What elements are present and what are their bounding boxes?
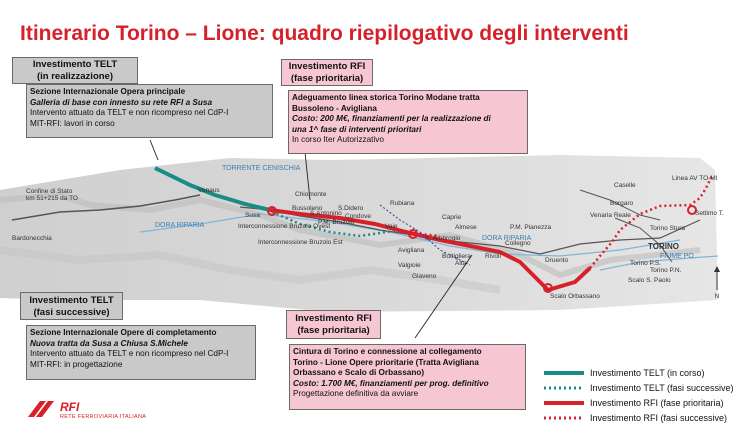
telt-top-head1: Investimento TELT xyxy=(32,59,118,70)
telt-top-line2: Galleria di base con innesto su rete RFI a Susa xyxy=(30,97,213,107)
telt-bottom-head2: (fasi successive) xyxy=(33,306,110,318)
chiomonte-label: Chiomonte xyxy=(295,191,327,198)
rfi-logo-icon xyxy=(26,397,56,419)
s-ambrogio-label: S. Ambrogio xyxy=(425,235,461,242)
rfi-bottom-line4: Costo: 1.700 M€, finanziamenti per prog. definitivo xyxy=(293,378,489,388)
legend-item xyxy=(544,380,734,395)
legend-item xyxy=(544,395,734,410)
telt-realizzazione-detail-box xyxy=(26,84,273,138)
legend-swatch-telt-solid xyxy=(544,370,584,376)
telt-realizzazione-header-box xyxy=(12,57,138,84)
druento-label: Druento xyxy=(545,257,569,264)
confine-km-label: km 51+215 da TO xyxy=(26,195,78,202)
rfi-bottom-line3: Orbassano e Scalo di Orbassano) xyxy=(293,368,425,377)
terrain-area xyxy=(0,155,718,312)
telt-bottom-head1: Investimento TELT xyxy=(29,295,114,306)
page-title: Itinerario Torino – Lione: quadro riepilogativo degli interventi xyxy=(20,22,629,45)
telt-top-line1: Sezione Internazionale Opera principale xyxy=(30,87,186,96)
fiume-po-label: FIUME PO xyxy=(660,253,694,260)
bruzolo-label: P.M. Bruzolo xyxy=(318,219,355,226)
caselle-label: Caselle xyxy=(614,182,636,189)
collegno-label: Collegno xyxy=(505,240,531,247)
legend-label: Investimento TELT (in corso) xyxy=(590,367,705,378)
borgaro-label: Borgaro xyxy=(610,200,634,207)
alta-label: Alta xyxy=(455,260,467,267)
torino-label: TORINO xyxy=(648,242,679,251)
legend-swatch-telt-dotted xyxy=(544,385,584,391)
rfi-top-line4: una 1^ fase di interventi prioritari xyxy=(292,124,422,134)
telt-bottom-line4: MIT-RFI: in progettazione xyxy=(30,359,123,369)
stura-label: Torino Stura xyxy=(650,225,686,232)
rfi-logo-text: RFI xyxy=(60,400,80,414)
s-antonino-label: S.Antonino xyxy=(310,210,342,217)
rivoli-label: Rivoli xyxy=(485,253,501,260)
confine-label: Confine di Stato xyxy=(26,188,73,195)
cenischia-label: TORRENTE CENISCHIA xyxy=(222,165,301,172)
scalo-paolo-label: Scalo S. Paolo xyxy=(628,277,671,284)
vaie-label: Vaie xyxy=(385,223,398,230)
rfi-bottom-header-box xyxy=(286,310,381,339)
bardonecchia-label: Bardonecchia xyxy=(12,235,52,242)
pianezza-label: P.M. Pianezza xyxy=(510,224,552,231)
settimo-label: Settimo T. xyxy=(695,210,724,217)
rfi-top-line1: Adeguamento linea storica Torino Modane tratta xyxy=(292,93,480,102)
rfi-bottom-line2: Torino - Lione Opere prioritarie (Tratta Avigliana xyxy=(293,357,479,367)
rfi-top-line2: Bussoleno - Avigliana xyxy=(292,103,377,113)
valgioie-label: Valgioie xyxy=(398,262,421,269)
rfi-bottom-head2: (fase prioritaria) xyxy=(297,324,370,336)
dora-riparia2-label: DORA RIPARIA xyxy=(482,235,532,242)
rfi-top-detail-box xyxy=(288,90,528,154)
rfi-bottom-line1: Cintura di Torino e connessione al collegamento xyxy=(293,347,482,356)
interconn1-label: Interconnessione Bruzolo Ovest xyxy=(238,223,331,230)
map-legend xyxy=(544,365,734,425)
rfi-bottom-head1: Investimento RFI xyxy=(295,313,372,324)
buttigliera-label: Buttigliera xyxy=(442,253,471,260)
caprie-label: Caprie xyxy=(442,214,462,221)
susa-label: Susa xyxy=(245,212,260,219)
telt-top-line4: MIT-RFI: lavori in corso xyxy=(30,118,115,128)
legend-label: Investimento TELT (fasi successive) xyxy=(590,382,734,393)
north-label: N xyxy=(714,293,720,300)
rfi-top-line3: Costo: 200 M€, finanziamenti per la realizzazione di xyxy=(292,114,491,123)
avigliana-label: Avigliana xyxy=(398,247,425,254)
venaus-label: Venaus xyxy=(198,187,220,194)
legend-label: Investimento RFI (fasi successive) xyxy=(590,412,728,423)
telt-fasi-successive-detail-box xyxy=(26,325,256,380)
legend-item xyxy=(544,410,734,425)
bussoleno-label: Bussoleno xyxy=(292,205,323,212)
legend-label: Investimento RFI (fase prioritaria) xyxy=(590,397,724,408)
rfi-bottom-line5: Progettazione definitiva da avviare xyxy=(293,389,419,398)
telt-fasi-successive-header-box xyxy=(20,292,123,320)
orbassano-label: Scalo Orbassano xyxy=(550,293,600,300)
rfi-top-header-box xyxy=(281,59,373,86)
porta-nuova-label: Torino P.N. xyxy=(650,267,682,274)
venaria-label: Venaria Reale xyxy=(590,212,631,219)
rfi-bottom-detail-box xyxy=(289,344,526,410)
rfi-top-line5: In corso Iter Autorizzativo xyxy=(292,135,384,144)
rfi-logo-subtitle: RETE FERROVIARIA ITALIANA xyxy=(60,414,147,420)
rfi-top-head1: Investimento RFI xyxy=(288,61,366,72)
porta-susa-label: Torino P.S. xyxy=(630,260,661,267)
condove-label: Condove xyxy=(345,213,372,220)
telt-top-head2: (in realizzazione) xyxy=(36,70,113,82)
telt-bottom-line3: Intervento attuato da TELT e non ricompreso nel CdP-I xyxy=(30,349,229,358)
av-milano-label: Linea AV TO-MI xyxy=(672,175,718,182)
dora-riparia-label: DORA RIPARIA xyxy=(155,222,205,229)
legend-swatch-rfi-solid xyxy=(544,400,584,406)
rubiana-label: Rubiana xyxy=(390,200,415,207)
telt-top-line3: Intervento attuato da TELT e non ricompreso nel CdP-I xyxy=(30,108,229,117)
telt-bottom-line1: Sezione Internazionale Opere di completamento xyxy=(30,328,217,337)
legend-swatch-rfi-dotted xyxy=(544,415,584,421)
rfi-top-head2: (fase prioritaria) xyxy=(290,72,364,84)
almese-label: Almese xyxy=(455,224,477,231)
interconn2-label: Interconnessione Bruzolo Est xyxy=(258,239,343,246)
legend-item xyxy=(544,365,734,380)
giaveno-label: Giaveno xyxy=(412,273,437,280)
s-didero-label: S.Didero xyxy=(338,205,364,212)
telt-bottom-line2: Nuova tratta da Susa a Chiusa S.Michele xyxy=(30,338,188,348)
